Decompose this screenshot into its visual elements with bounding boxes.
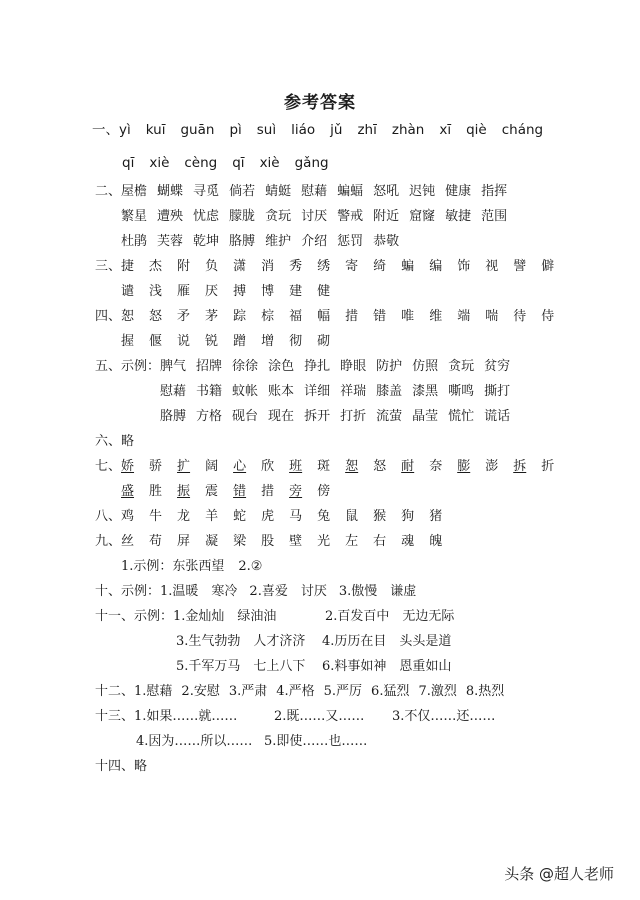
char-item: 鼠 <box>345 509 359 524</box>
answer-item: 1.慰藉 <box>134 684 173 699</box>
answer-item: 4.因为……所以…… <box>136 734 253 749</box>
answer-item: 3.严肃 <box>228 684 268 699</box>
char-item: 砌 <box>317 334 331 349</box>
word-item: 挣扎 <box>304 359 331 374</box>
word-item: 脾气 <box>160 359 187 374</box>
char-item: 牛 <box>149 509 163 524</box>
word-item: 忧虑 <box>193 209 220 224</box>
word-item: 砚台 <box>232 409 259 424</box>
char-item: 班 <box>289 459 303 474</box>
char-item: 厌 <box>205 284 219 299</box>
word-item: 寻觅 <box>193 184 220 199</box>
char-item: 阔 <box>205 459 219 474</box>
char-item: 屏 <box>177 534 191 549</box>
char-item: 博 <box>261 284 275 299</box>
char-item: 澎 <box>485 459 499 474</box>
word-item: 蝙蝠 <box>337 184 364 199</box>
q4-row2 <box>121 333 345 351</box>
word-item: 慰藉 <box>160 384 187 399</box>
char-item: 棕 <box>261 309 275 324</box>
word-item: 书籍 <box>196 384 223 399</box>
q11-row2 <box>176 633 463 651</box>
word-item: 芙蓉 <box>157 234 184 249</box>
char-item: 唯 <box>401 309 415 324</box>
q2-label: 二、 <box>95 184 122 199</box>
word-item: 指挥 <box>481 184 508 199</box>
char-item: 增 <box>261 334 275 349</box>
answer-item: 5.严厉 <box>323 684 363 699</box>
word-item: 惩罚 <box>337 234 364 249</box>
char-item: 股 <box>261 534 275 549</box>
pinyin-item: guān <box>180 122 215 138</box>
word-item: 附近 <box>373 209 400 224</box>
char-item: 膨 <box>457 459 471 474</box>
char-item: 怒 <box>373 459 387 474</box>
word-item: 流萤 <box>376 409 403 424</box>
char-item: 恕 <box>345 459 359 474</box>
char-item: 错 <box>233 484 247 499</box>
char-item: 心 <box>233 459 247 474</box>
word-item: 敏捷 <box>445 209 472 224</box>
char-item: 喘 <box>485 309 499 324</box>
pinyin-item: pì <box>229 122 242 138</box>
q9-label: 九、 <box>95 534 122 549</box>
char-item: 饰 <box>457 259 471 274</box>
char-item: 凝 <box>205 534 219 549</box>
char-item: 拆 <box>513 459 527 474</box>
word-item: 胳膊 <box>160 409 187 424</box>
answer-item: 6.料事如神 恩重如山 <box>322 659 452 674</box>
answer-item: 1.示例：东张西望 <box>121 559 225 574</box>
answer-item: 5.即使……也…… <box>264 734 368 749</box>
q5-row2 <box>160 383 520 401</box>
word-item: 仿照 <box>412 359 439 374</box>
q10-row <box>95 583 428 601</box>
q5-label: 五、示例： <box>95 359 161 374</box>
pinyin-item: gǎng <box>294 155 329 171</box>
char-item: 斑 <box>317 459 331 474</box>
word-item: 杜鹃 <box>121 234 148 249</box>
answer-item: 1.温暖 寒冷 <box>160 584 238 599</box>
char-item: 绣 <box>317 259 331 274</box>
char-item: 壁 <box>289 534 303 549</box>
char-item: 胜 <box>149 484 163 499</box>
word-item: 详细 <box>304 384 331 399</box>
char-item: 娇 <box>121 459 135 474</box>
char-item: 潇 <box>233 259 247 274</box>
pinyin-item: xiè <box>259 155 280 171</box>
word-item: 账本 <box>268 384 295 399</box>
char-item: 譬 <box>513 259 527 274</box>
word-item: 蜻蜓 <box>265 184 292 199</box>
word-item: 讨厌 <box>301 209 328 224</box>
char-item: 猴 <box>373 509 387 524</box>
char-item: 羊 <box>205 509 219 524</box>
char-item: 寄 <box>345 259 359 274</box>
q11-row3 <box>176 658 463 676</box>
char-item: 兔 <box>317 509 331 524</box>
q10-label: 十、示例： <box>95 584 161 599</box>
char-item: 锐 <box>205 334 219 349</box>
answer-item: 3.不仅……还…… <box>392 709 496 724</box>
pinyin-item: xiè <box>149 155 170 171</box>
word-item: 维护 <box>265 234 292 249</box>
char-item: 梁 <box>233 534 247 549</box>
char-item: 虎 <box>261 509 275 524</box>
word-item: 介绍 <box>301 234 328 249</box>
q8-label: 八、 <box>95 509 122 524</box>
pinyin-item: zhàn <box>391 122 425 138</box>
char-item: 端 <box>457 309 471 324</box>
answer-item: 8.热烈 <box>465 684 505 699</box>
char-item: 福 <box>289 309 303 324</box>
word-item: 招牌 <box>196 359 223 374</box>
char-item: 恕 <box>121 309 135 324</box>
word-item: 胳膊 <box>229 234 256 249</box>
char-item: 振 <box>177 484 191 499</box>
char-item: 错 <box>373 309 387 324</box>
char-item: 扩 <box>177 459 191 474</box>
q7-label: 七、 <box>95 459 122 474</box>
q3-row1 <box>95 258 569 276</box>
word-item: 慌忙 <box>448 409 475 424</box>
char-item: 耐 <box>401 459 415 474</box>
answer-item: 2.安慰 <box>181 684 220 699</box>
char-item: 茅 <box>205 309 219 324</box>
q1-label: 一、 <box>92 122 119 138</box>
pinyin-item: yì <box>119 122 131 138</box>
char-item: 说 <box>177 334 191 349</box>
word-item: 蚊帐 <box>232 384 259 399</box>
char-item: 偃 <box>149 334 163 349</box>
char-item: 负 <box>205 259 219 274</box>
pinyin-item: suì <box>256 122 277 138</box>
char-item: 右 <box>373 534 387 549</box>
pinyin-item: liáo <box>291 122 316 138</box>
char-item: 蛇 <box>233 509 247 524</box>
answer-item: 4.严格 <box>276 684 315 699</box>
page-title: 参考答案 <box>284 93 356 113</box>
char-item: 丝 <box>121 534 135 549</box>
answer-item: 7.激烈 <box>418 684 457 699</box>
word-item: 漆黑 <box>412 384 439 399</box>
word-item: 膝盖 <box>376 384 403 399</box>
char-item: 马 <box>289 509 303 524</box>
word-item: 拆开 <box>304 409 331 424</box>
char-item: 视 <box>485 259 499 274</box>
char-item: 魂 <box>401 534 415 549</box>
char-item: 待 <box>513 309 527 324</box>
word-item: 涂色 <box>268 359 295 374</box>
word-item: 撕打 <box>484 384 511 399</box>
char-item: 骄 <box>149 459 163 474</box>
answer-item: 1.金灿灿 绿油油 <box>173 609 277 624</box>
char-item: 捷 <box>121 259 135 274</box>
word-item: 蝴蝶 <box>157 184 184 199</box>
word-item: 健康 <box>445 184 472 199</box>
char-item: 光 <box>317 534 331 549</box>
q5-row3 <box>160 408 520 426</box>
word-item: 现在 <box>268 409 295 424</box>
q11-row1 <box>95 608 466 626</box>
char-item: 僻 <box>541 259 555 274</box>
char-item: 搏 <box>233 284 247 299</box>
word-item: 倘若 <box>229 184 256 199</box>
q12-row <box>95 683 504 701</box>
pinyin-item: xī <box>439 122 452 138</box>
word-item: 贪玩 <box>265 209 292 224</box>
word-item: 方格 <box>196 409 223 424</box>
word-item: 朦胧 <box>229 209 256 224</box>
char-item: 盛 <box>121 484 135 499</box>
q4-label: 四、 <box>95 309 122 324</box>
answer-item: 6.猛烈 <box>371 684 410 699</box>
char-item: 蹭 <box>233 334 247 349</box>
char-item: 浅 <box>149 284 163 299</box>
char-item: 建 <box>289 284 303 299</box>
char-item: 编 <box>429 259 443 274</box>
char-item: 怒 <box>149 309 163 324</box>
q3-label: 三、 <box>95 259 122 274</box>
word-item: 贪玩 <box>448 359 475 374</box>
word-item: 怒吼 <box>373 184 400 199</box>
char-item: 猪 <box>429 509 443 524</box>
char-item: 彻 <box>289 334 303 349</box>
pinyin-item: cháng <box>501 122 544 138</box>
q13-row1 <box>95 708 507 726</box>
word-item: 贫穷 <box>484 359 511 374</box>
char-item: 踪 <box>233 309 247 324</box>
char-item: 鸡 <box>121 509 135 524</box>
char-item: 绮 <box>373 259 387 274</box>
char-item: 旁 <box>289 484 303 499</box>
word-item: 防护 <box>376 359 403 374</box>
q1-row2 <box>122 154 344 172</box>
q13-row2 <box>136 733 379 751</box>
char-item: 谴 <box>121 284 135 299</box>
pinyin-item: qī <box>232 155 245 171</box>
word-item: 迟钝 <box>409 184 436 199</box>
pinyin-item: qiè <box>466 122 487 138</box>
char-item: 魄 <box>429 534 443 549</box>
word-item: 乾坤 <box>193 234 220 249</box>
char-item: 幅 <box>317 309 331 324</box>
watermark: 头条 @超人老师 <box>504 865 614 883</box>
q12-label: 十二、 <box>95 684 135 699</box>
answer-item: 4.历历在目 头头是道 <box>322 634 452 649</box>
answer-item: 2.② <box>238 559 263 574</box>
word-item: 窟窿 <box>409 209 436 224</box>
q13-label: 十三、 <box>95 709 135 724</box>
q2-row2 <box>121 208 517 226</box>
answer-item: 3.生气勃勃 人才济济 <box>176 634 306 649</box>
answer-item: 2.百发百中 无边无际 <box>325 609 455 624</box>
word-item: 嘶鸣 <box>448 384 475 399</box>
char-item: 奈 <box>429 459 443 474</box>
char-item: 欣 <box>261 459 275 474</box>
char-item: 附 <box>177 259 191 274</box>
char-item: 措 <box>345 309 359 324</box>
q8-row1 <box>95 508 457 526</box>
char-item: 狗 <box>401 509 415 524</box>
word-item: 屋檐 <box>121 184 148 199</box>
word-item: 祥瑞 <box>340 384 367 399</box>
word-item: 晶莹 <box>412 409 439 424</box>
answer-item: 5.千军万马 七上八下 <box>176 659 306 674</box>
word-item: 打折 <box>340 409 367 424</box>
char-item: 措 <box>261 484 275 499</box>
q6-text: 六、略 <box>95 434 135 449</box>
q7-row2 <box>121 483 345 501</box>
q2-row1 <box>95 183 517 201</box>
word-item: 徐徐 <box>232 359 259 374</box>
q9-row1 <box>95 533 457 551</box>
char-item: 矛 <box>177 309 191 324</box>
q7-row1 <box>95 458 569 476</box>
word-item: 恭敬 <box>373 234 400 249</box>
char-item: 维 <box>429 309 443 324</box>
char-item: 健 <box>317 284 331 299</box>
q3-row2 <box>121 283 345 301</box>
pinyin-item: kuī <box>145 122 166 138</box>
q5-row1 <box>95 358 520 376</box>
q14-text: 十四、略 <box>95 759 148 774</box>
char-item: 雁 <box>177 284 191 299</box>
word-item: 繁星 <box>121 209 148 224</box>
char-item: 苟 <box>149 534 163 549</box>
char-item: 折 <box>541 459 555 474</box>
word-item: 范围 <box>481 209 508 224</box>
word-item: 睁眼 <box>340 359 367 374</box>
answer-item: 2.喜爱 讨厌 <box>249 584 327 599</box>
word-item: 遭殃 <box>157 209 184 224</box>
pinyin-item: jǔ <box>330 122 343 138</box>
word-item: 慰藉 <box>301 184 328 199</box>
char-item: 侍 <box>541 309 555 324</box>
q9-sub <box>121 558 274 576</box>
q2-row3 <box>121 233 409 251</box>
word-item: 谎话 <box>484 409 511 424</box>
char-item: 消 <box>261 259 275 274</box>
word-item: 警戒 <box>337 209 364 224</box>
q4-row1 <box>95 308 569 326</box>
q11-label: 十一、示例： <box>95 609 174 624</box>
pinyin-item: zhī <box>357 122 377 138</box>
char-item: 傍 <box>317 484 331 499</box>
char-item: 蝙 <box>401 259 415 274</box>
pinyin-item: qī <box>122 155 135 171</box>
char-item: 握 <box>121 334 135 349</box>
char-item: 左 <box>345 534 359 549</box>
q1-row1 <box>92 121 558 139</box>
answer-item: 1.如果……就…… <box>134 709 238 724</box>
answer-item: 3.傲慢 谦虚 <box>338 584 417 599</box>
char-item: 震 <box>205 484 219 499</box>
char-item: 龙 <box>177 509 191 524</box>
char-item: 秀 <box>289 259 303 274</box>
pinyin-item: cèng <box>184 155 218 171</box>
char-item: 杰 <box>149 259 163 274</box>
answer-item: 2.既……又…… <box>274 709 365 724</box>
